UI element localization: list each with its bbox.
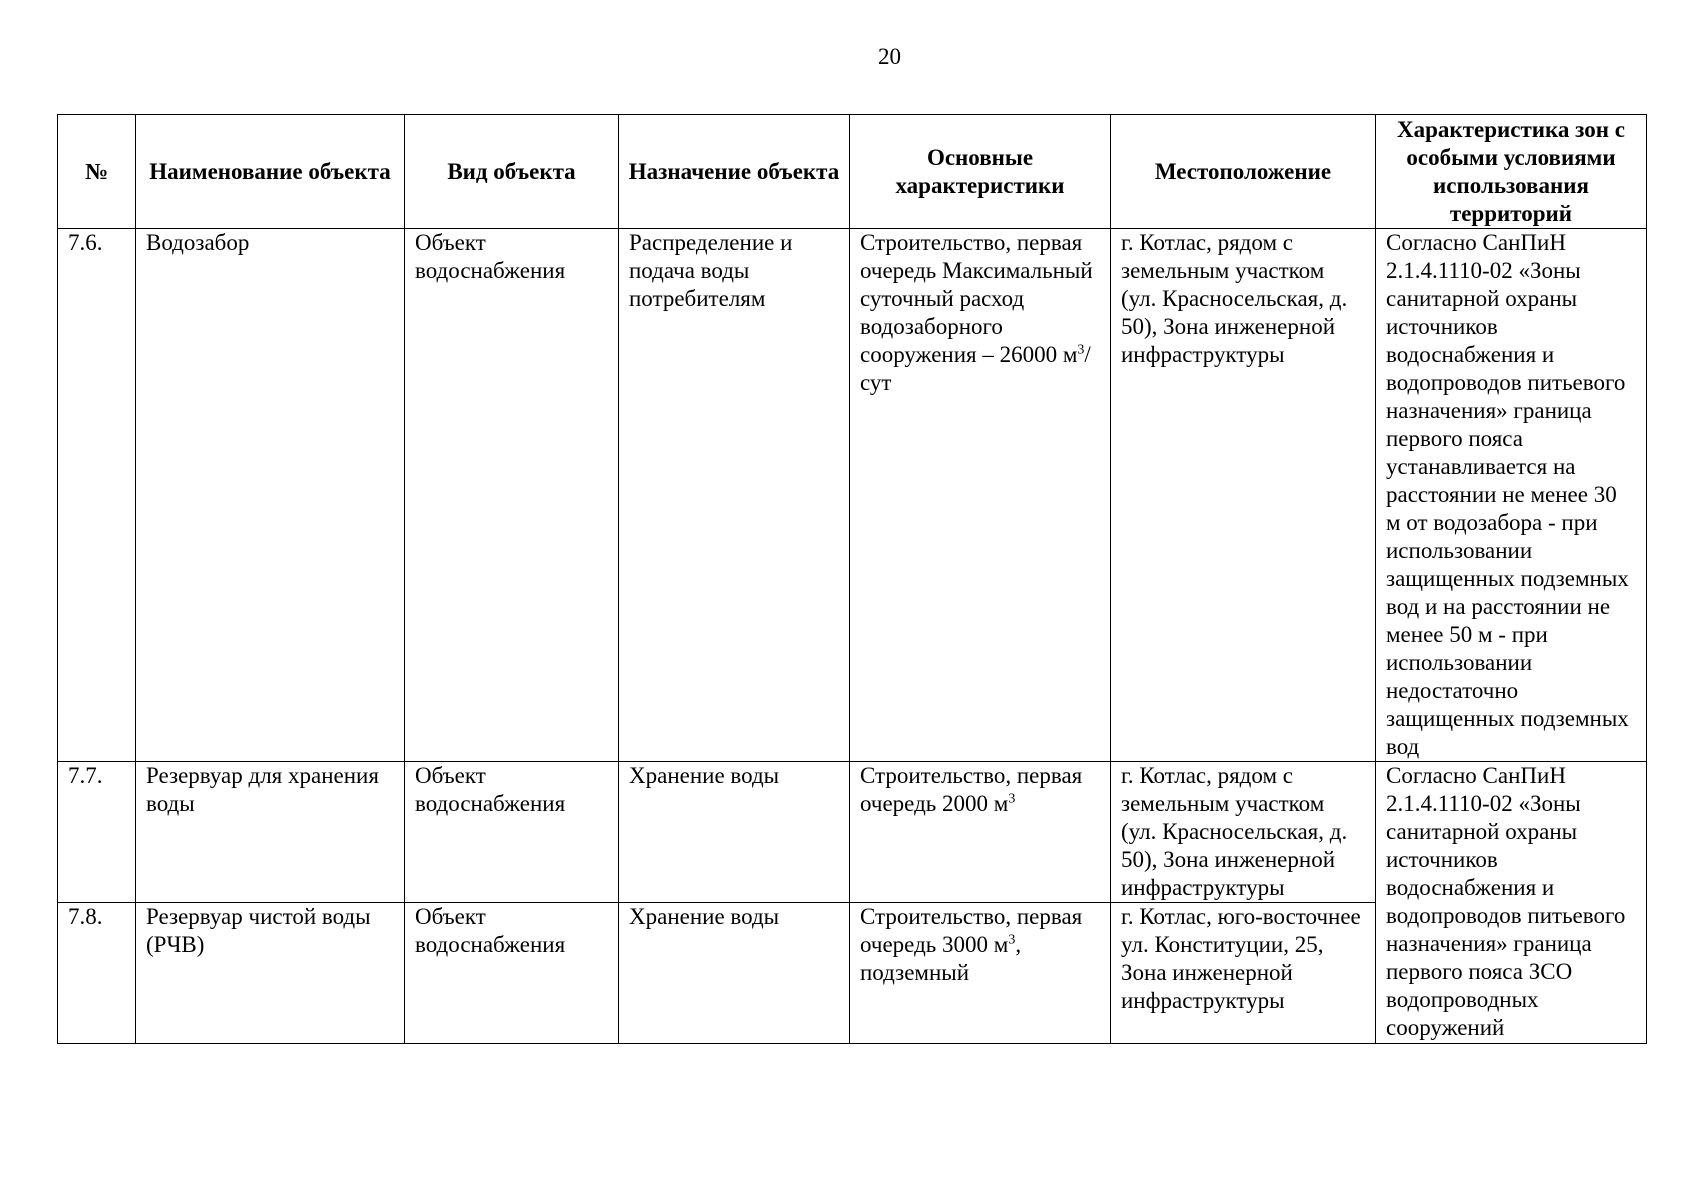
- object-location: г. Котлас, рядом с земельным участком (ул. Красносельская, д. 50), Зона инженерной инфраструктуры: [1111, 229, 1376, 762]
- object-name: Водозабор: [136, 229, 405, 762]
- zone-characteristics: Согласно СанПиН 2.1.4.1110-02 «Зоны санитарной охраны источников водоснабжения и водопроводов питьевого назначения» граница первого пояса ЗСО водопроводных сооружений: [1376, 762, 1647, 1044]
- superscript: 3: [1008, 932, 1016, 948]
- object-type: Объект водоснабжения: [405, 903, 619, 1044]
- object-type: Объект водоснабжения: [405, 229, 619, 762]
- characteristics-text: Строительство, первая очередь 2000 м: [860, 763, 1083, 816]
- characteristics-text: Строительство, первая очередь 3000 м: [860, 904, 1083, 957]
- header-zone-characteristics: Характеристика зон с особыми условиями использования территорий: [1376, 115, 1647, 229]
- header-object-name: Наименование объекта: [136, 115, 405, 229]
- object-purpose: Распределение и подача воды потребителям: [619, 229, 850, 762]
- object-characteristics: [850, 229, 1111, 762]
- object-purpose: Хранение воды: [619, 762, 850, 903]
- row-number: 7.7.: [58, 762, 136, 903]
- object-purpose: Хранение воды: [619, 903, 850, 1044]
- object-location: г. Котлас, рядом с земельным участком (ул. Красносельская, д. 50), Зона инженерной инфраструктуры: [1111, 762, 1376, 903]
- object-location: г. Котлас, юго-восточнее ул. Конституции, 25, Зона инженерной инфраструктуры: [1111, 903, 1376, 1044]
- zone-characteristics: Согласно СанПиН 2.1.4.1110-02 «Зоны санитарной охраны источников водоснабжения и водопроводов питьевого назначения» граница первого пояса устанавливается на расстоянии не менее 30 м от водозабора - при использовании защищенных подземных вод и на расстоянии не менее 50 м - при использовании недостаточно защищенных подземных вод: [1376, 229, 1647, 762]
- characteristics-tail: , подземный: [860, 932, 1022, 985]
- header-location: Местоположение: [1111, 115, 1376, 229]
- header-main-characteristics: Основные характеристики: [850, 115, 1111, 229]
- table-row: [58, 762, 1647, 903]
- objects-table: [57, 114, 1647, 1044]
- header-number: №: [58, 115, 136, 229]
- table-header-row: [58, 115, 1647, 229]
- object-type: Объект водоснабжения: [405, 762, 619, 903]
- superscript: 3: [1077, 342, 1085, 358]
- row-number: 7.6.: [58, 229, 136, 762]
- header-object-type: Вид объекта: [405, 115, 619, 229]
- table-row: [58, 229, 1647, 762]
- characteristics-text: Строительство, первая очередь Максимальный суточный расход водозаборного сооружения – 26000 м: [860, 230, 1093, 367]
- object-name: Резервуар чистой воды (РЧВ): [136, 903, 405, 1044]
- row-number: 7.8.: [58, 903, 136, 1044]
- header-object-purpose: Назначение объекта: [619, 115, 850, 229]
- page-number: 20: [878, 44, 901, 69]
- superscript: 3: [1008, 791, 1016, 807]
- object-characteristics: [850, 903, 1111, 1044]
- characteristics-tail: /сут: [860, 342, 1091, 395]
- object-name: Резервуар для хранения воды: [136, 762, 405, 903]
- object-characteristics: [850, 762, 1111, 903]
